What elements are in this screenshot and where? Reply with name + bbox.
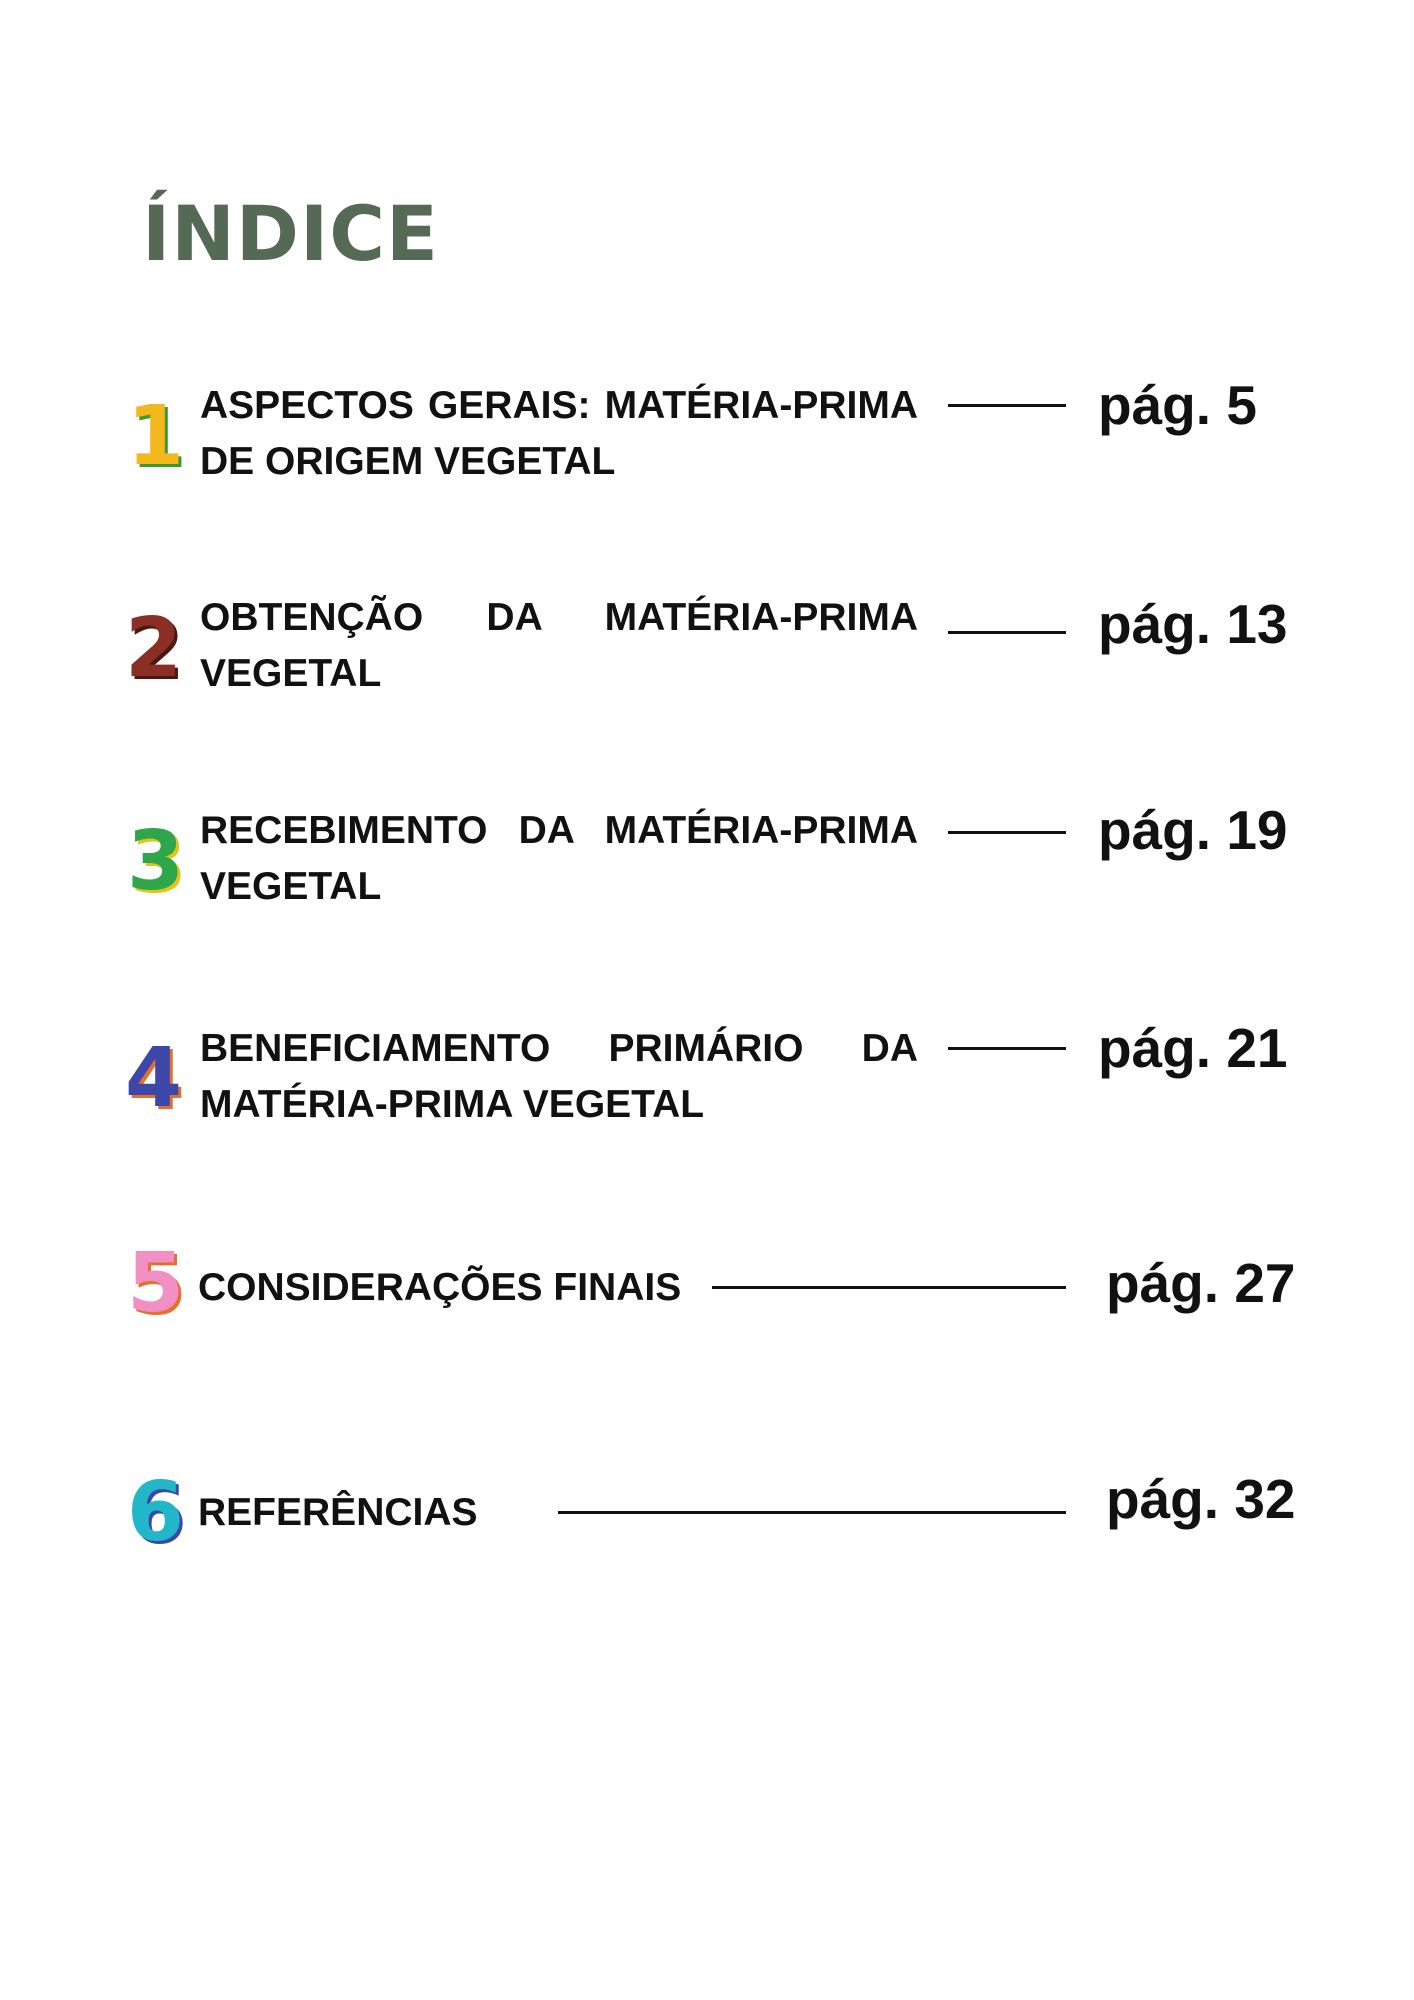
chapter-title: REFERÊNCIAS [198,1491,478,1534]
chapter-title: BENEFICIAMENTO PRIMÁRIO DA MATÉRIA-PRIMA VEGETAL [200,1027,918,1126]
page-reference: pág. 19 [1098,799,1288,861]
page-reference: pág. 27 [1106,1252,1296,1314]
page-reference: pág. 32 [1106,1468,1296,1530]
page-reference: pág. 21 [1098,1017,1288,1079]
leader-line [948,631,1066,634]
chapter-number: 2 [125,601,183,696]
page-reference: pág. 5 [1098,374,1257,436]
chapter-title: RECEBIMENTO DA MATÉRIA-PRIMA VEGETAL [200,809,918,908]
chapter-title: OBTENÇÃO DA MATÉRIA-PRIMA VEGETAL [200,596,918,695]
leader-line [948,404,1066,407]
page-title: ÍNDICE [142,189,439,278]
chapter-number: 6 [127,1465,185,1560]
leader-line [558,1511,1066,1514]
chapter-number: 4 [125,1031,183,1126]
leader-line [948,831,1066,834]
chapter-number: 5 [127,1236,185,1331]
chapter-title: CONSIDERAÇÕES FINAIS [198,1266,682,1309]
page-reference: pág. 13 [1098,593,1288,655]
leader-line [712,1286,1066,1289]
chapter-number: 1 [127,389,185,484]
leader-line [948,1047,1066,1050]
chapter-title: ASPECTOS GERAIS: MATÉRIA-PRIMA DE ORIGEM VEGETAL [200,384,918,483]
chapter-number: 3 [127,814,185,909]
